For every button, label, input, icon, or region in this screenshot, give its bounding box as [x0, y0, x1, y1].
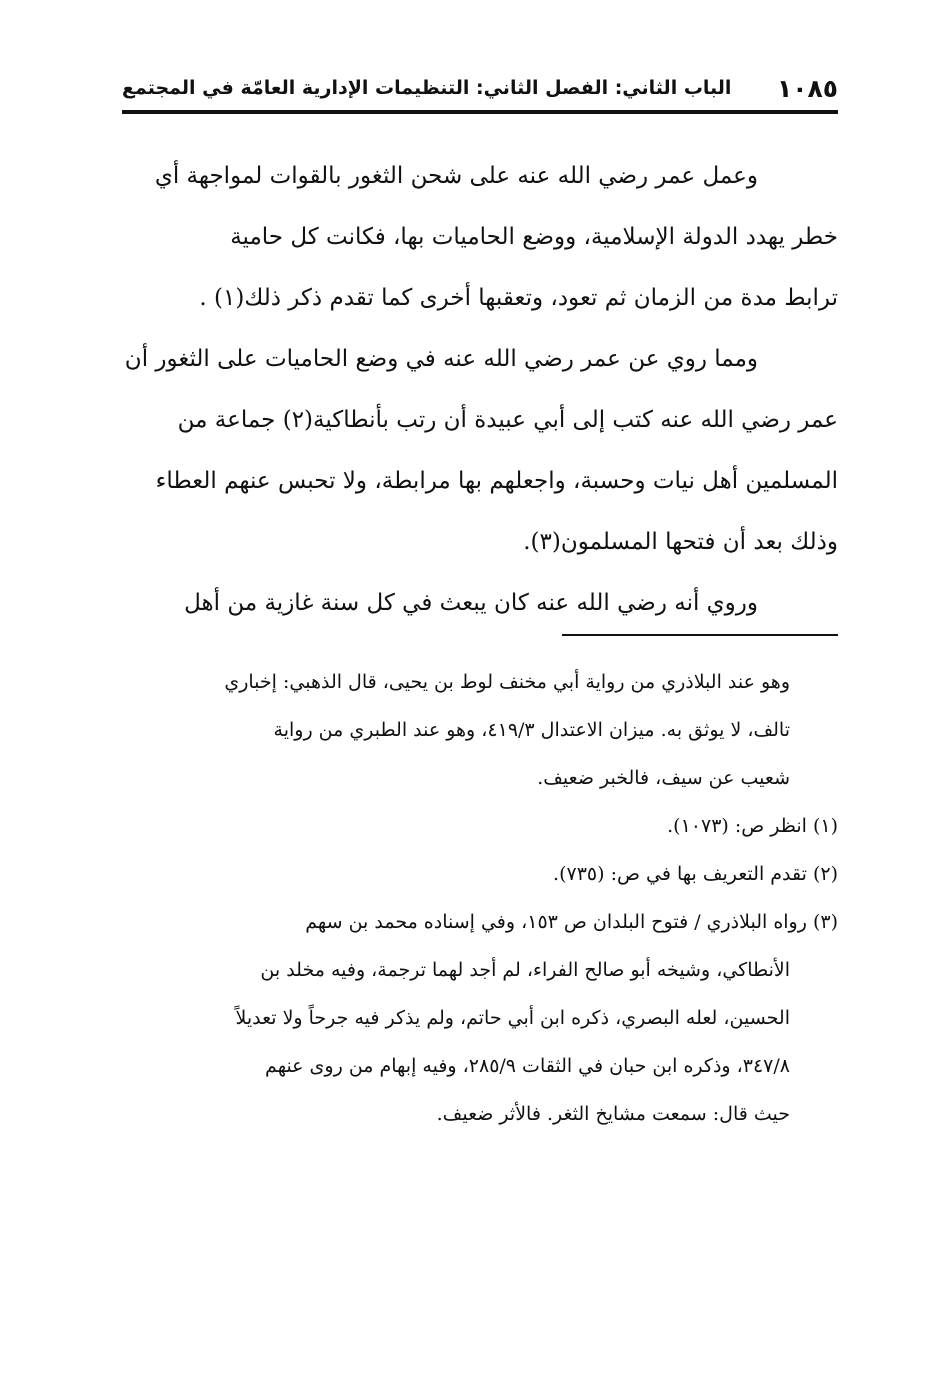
footnote-3: (٣) رواه البلاذري / فتوح البلدان ص ١٥٣، وفي إسناده محمد بن سهم الأنطاكي، وشيخه أبو صالح الفراء، لم أجد لهما ترجمة، وفيه مخلد بن الحسين، لعله البصري، ذكره ابن أبي حاتم، ولم يذكر فيه جرحاً ولا تعديلاً ٣٤٧/٨، وذكره ابن حبان في الثقات ٢٨٥/٩، وفيه إبهام من روى عنهم حيث قال: سمعت مشايخ الثغر. فالأثر ضعيف. [235, 911, 838, 1125]
footnote-2: (٢) تقدم التعريف بها في ص: (٧٣٥). [553, 863, 838, 885]
footnote-1: (١) انظر ص: (١٠٧٣). [667, 815, 838, 837]
footnote-separator [562, 634, 838, 636]
header-rule [122, 110, 838, 114]
footnote-continued: وهو عند البلاذري من رواية أبي مخنف لوط بن يحيى، قال الذهبي: إخباري تالف، لا يوثق به. ميزان الاعتدال ٤١٩/٣، وهو عند الطبري من رواية شعيب عن سيف، فالخبر ضعيف. [224, 671, 790, 789]
main-text [122, 146, 838, 634]
footnotes [122, 658, 838, 1138]
paragraph: ومما روي عن عمر رضي الله عنه في وضع الحاميات على الثغور أن عمر رضي الله عنه كتب إلى أبي عبيدة أن رتب بأنطاكية(٢) جماعة من المسلمين أهل نيات وحسبة، واجعلهم بها مرابطة، ولا تحبس عنهم العطاء وذلك بعد أن فتحها المسلمون(٣). [124, 346, 838, 555]
paragraph: وعمل عمر رضي الله عنه على شحن الثغور بالقوات لمواجهة أي خطر يهدد الدولة الإسلامية، ووضع الحاميات بها، فكانت كل حامية ترابط مدة من الزمان ثم تعود، وتعقبها أخرى كما تقدم ذكر ذلك(١) . [154, 163, 838, 311]
page-header [122, 68, 838, 108]
running-title: الباب الثاني: الفصل الثاني: التنظيمات الإدارية العامّة في المجتمع [122, 77, 732, 99]
paragraph: وروي أنه رضي الله عنه كان يبعث في كل سنة غازية من أهل [184, 590, 758, 616]
page-number: ١٠٨٥ [776, 73, 838, 103]
